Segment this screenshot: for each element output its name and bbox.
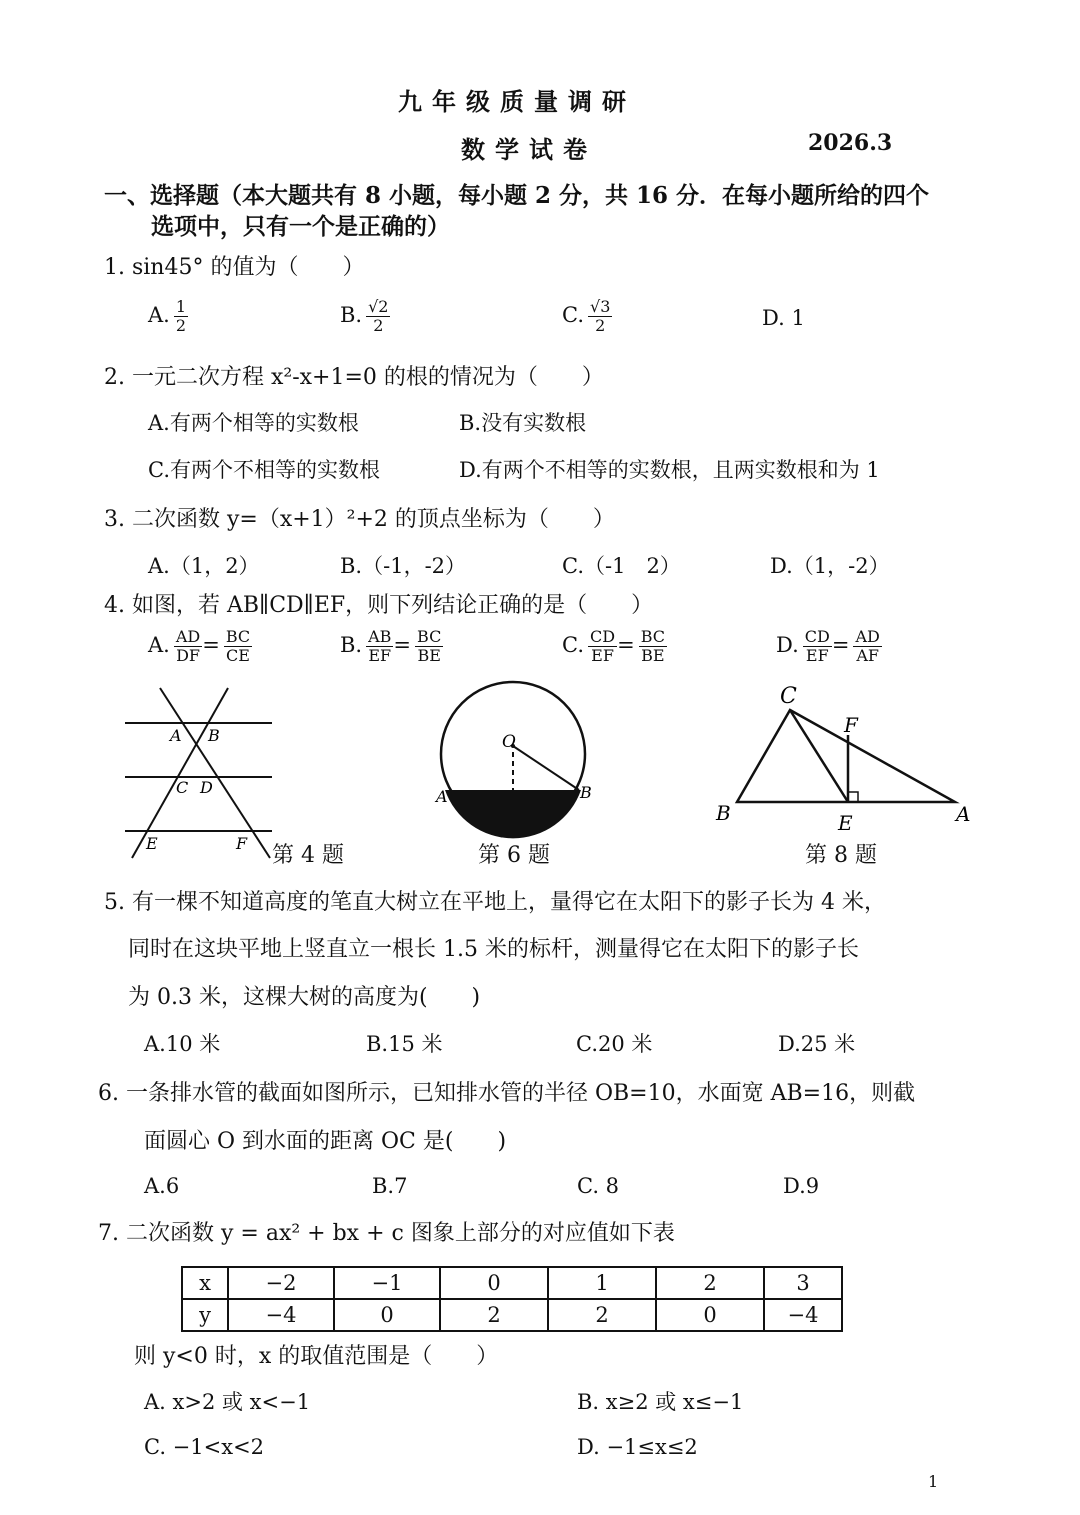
figure-q4-parallel-lines [110, 680, 280, 865]
table-cell: −4 [228, 1299, 334, 1331]
water-region [445, 790, 581, 838]
q7-option-b: B. x≥2 或 x≤−1 [577, 1390, 744, 1414]
transversal-2 [132, 688, 228, 858]
q2-option-a: A.有两个相等的实数根 [148, 411, 359, 435]
q5-option-d: D.25 米 [778, 1032, 856, 1056]
label-b: B [716, 801, 731, 825]
page-title: 九年级质量调研 [398, 87, 636, 116]
table-cell: 2 [440, 1299, 548, 1331]
exam-date: 2026.3 [808, 130, 893, 156]
q1-option-d: D. 1 [762, 306, 805, 330]
q3-option-a: A.（1，2） [148, 554, 260, 578]
value-table [181, 1266, 843, 1332]
q4-option-d: D. $\frac{CD}{EF}$ = $\frac{AD}{AF}$ [776, 627, 880, 665]
table-cell: −4 [764, 1299, 842, 1331]
q1-option-b: B. $\frac{√2}{2}$ [340, 297, 389, 335]
table-cell: 1 [548, 1267, 656, 1299]
q6-option-d: D.9 [783, 1174, 820, 1198]
label-b: B [208, 726, 220, 745]
table-header-y: y [182, 1299, 228, 1331]
table-header-x: x [182, 1267, 228, 1299]
q7-option-d: D. −1≤x≤2 [577, 1435, 698, 1459]
fig6-caption: 第 6 题 [478, 843, 550, 868]
q6-line2: 面圆心 O 到水面的距离 OC 是( ) [144, 1129, 507, 1154]
q5-line1: 5. 有一棵不知道高度的笔直大树立在平地上，量得它在太阳下的影子长为 4 米， [104, 890, 886, 915]
q1-stem: 1. sin45° 的值为（ ） [104, 255, 365, 280]
table-cell: 0 [440, 1267, 548, 1299]
fig4-caption: 第 4 题 [272, 843, 344, 868]
q6-option-b: B.7 [372, 1174, 408, 1198]
figure-q8-triangle [710, 675, 980, 840]
table-cell: 2 [656, 1267, 764, 1299]
q5-option-c: C.20 米 [576, 1032, 653, 1056]
figure-q6-pipe-section [430, 672, 600, 842]
table-row-y [182, 1299, 842, 1331]
table-cell: −2 [228, 1267, 334, 1299]
q7-option-a: A. x>2 或 x<−1 [144, 1390, 311, 1414]
q6-option-a: A.6 [144, 1174, 180, 1198]
q3-option-d: D.（1，-2） [770, 554, 890, 578]
table-row-x [182, 1267, 842, 1299]
transversal-1 [160, 688, 270, 858]
label-e: E [146, 834, 158, 853]
label-f: F [844, 713, 858, 737]
q1-option-c: C. $\frac{√3}{2}$ [562, 297, 611, 335]
q3-option-c: C.（-1 2） [562, 554, 681, 578]
table-cell: 2 [548, 1299, 656, 1331]
label-d: D [200, 778, 213, 797]
q5-line2: 同时在这块平地上竖直立一根长 1.5 米的标杆，测量得它在太阳下的影子长 [128, 937, 859, 962]
radius-ob [513, 746, 579, 790]
segment-ce [790, 710, 848, 802]
label-a: A [170, 726, 182, 745]
q5-line3: 为 0.3 米，这棵大树的高度为( ) [128, 985, 481, 1010]
section-heading-line2: 选项中，只有一个是正确的） [151, 213, 450, 240]
q7-option-c: C. −1<x<2 [144, 1435, 265, 1459]
q5-option-a: A.10 米 [144, 1032, 221, 1056]
q3-stem: 3. 二次函数 y=（x+1）²+2 的顶点坐标为（ ） [104, 507, 615, 532]
table-cell: 3 [764, 1267, 842, 1299]
q4-option-c: C. $\frac{CD}{EF}$ = $\frac{BC}{BE}$ [562, 627, 665, 665]
page-subtitle: 数学试卷 [461, 135, 597, 164]
label-f: F [236, 834, 248, 853]
table-cell: 0 [656, 1299, 764, 1331]
q4-stem: 4. 如图，若 AB∥CD∥EF，则下列结论正确的是（ ） [104, 593, 654, 618]
page-number: 1 [928, 1472, 939, 1491]
label-b: B [580, 783, 592, 802]
right-angle-mark [848, 792, 858, 802]
q2-option-c: C.有两个不相等的实数根 [148, 458, 380, 482]
q4-option-b: B. $\frac{AB}{EF}$ = $\frac{BC}{BE}$ [340, 627, 442, 665]
q4-option-a: A. $\frac{AD}{DF}$ = $\frac{BC}{CE}$ [148, 627, 251, 665]
table-cell: 0 [334, 1299, 440, 1331]
label-o: O [502, 732, 516, 752]
q2-option-b: B.没有实数根 [459, 411, 587, 435]
table-cell: −1 [334, 1267, 440, 1299]
label-e: E [838, 811, 853, 835]
label-a: A [956, 802, 971, 826]
q7-stem: 7. 二次函数 y = ax² + bx + c 图象上部分的对应值如下表 [98, 1221, 675, 1246]
q2-option-d: D.有两个不相等的实数根，且两实数根和为 1 [459, 458, 880, 482]
section-heading-line1: 一、选择题（本大题共有 8 小题，每小题 2 分，共 16 分．在每小题所给的四个 [104, 182, 930, 209]
fig8-caption: 第 8 题 [805, 843, 877, 868]
q7-condition: 则 y<0 时，x 的取值范围是（ ） [134, 1344, 499, 1369]
q2-stem: 2. 一元二次方程 x²-x+1=0 的根的情况为（ ） [104, 365, 604, 390]
q6-option-c: C. 8 [577, 1174, 620, 1198]
label-c: C [780, 684, 797, 709]
q3-option-b: B.（-1，-2） [340, 554, 467, 578]
label-c: C [176, 778, 189, 797]
label-a: A [436, 787, 448, 806]
q1-option-a: A. $\frac{1}{2}$ [148, 297, 187, 335]
q5-option-b: B.15 米 [366, 1032, 443, 1056]
q6-line1: 6. 一条排水管的截面如图所示，已知排水管的半径 OB=10，水面宽 AB=16，则截 [98, 1081, 916, 1106]
